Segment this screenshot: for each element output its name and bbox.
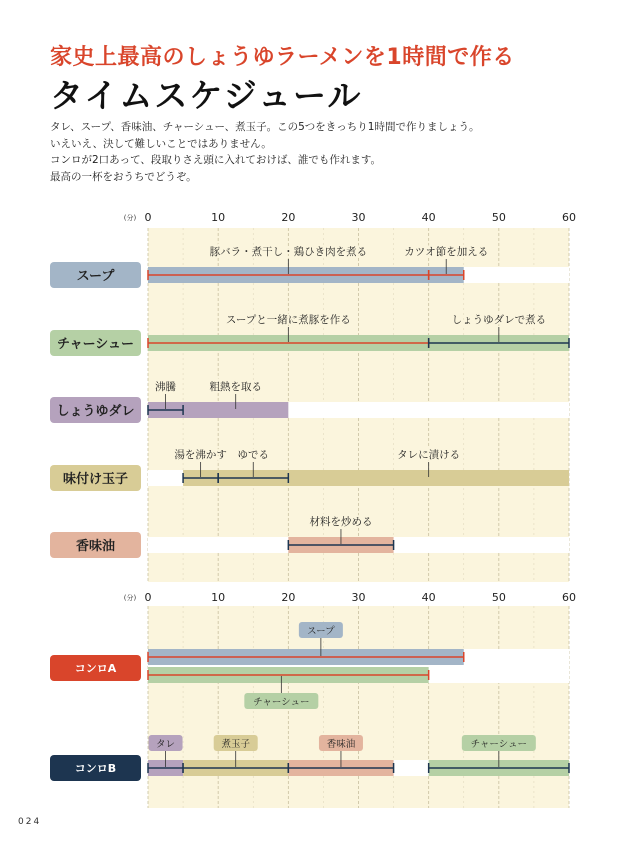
row-label: コンロB (74, 762, 117, 775)
x-tick-label: 50 (491, 211, 506, 224)
x-tick-label: 60 (562, 591, 576, 604)
tag-label: チャーシュー (470, 739, 528, 750)
x-tick-label: 60 (562, 211, 576, 224)
tag-label: チャーシュー (253, 697, 310, 708)
x-tick-label: 30 (351, 591, 366, 604)
row-label: しょうゆダレ (56, 404, 135, 419)
row-label: チャーシュー (56, 337, 135, 352)
page-number: 024 (18, 817, 42, 827)
intro-line: いえいえ、決して難しいことではありません。 (50, 137, 272, 150)
x-tick-label: 0 (144, 591, 152, 604)
step-label: 沸騰 (155, 381, 177, 393)
step-label: 湯を沸かす (174, 449, 227, 461)
tag-label: スープ (307, 626, 335, 637)
row-label: コンロA (74, 662, 117, 675)
x-tick-label: 20 (281, 211, 296, 224)
row-label: スープ (76, 269, 115, 284)
x-tick-label: 20 (281, 591, 296, 604)
tag-label: 香味油 (326, 739, 356, 750)
row-label: 味付け玉子 (62, 472, 129, 487)
row-label: 香味油 (75, 539, 116, 554)
x-tick-label: 0 (144, 211, 152, 224)
x-tick-label: 10 (211, 591, 226, 604)
tag-label: タレ (156, 739, 176, 750)
intro-line: タレ、スープ、香味油、チャーシュー、煮玉子。この5つをきっちり1時間で作りましょう。 (50, 121, 480, 133)
page-subtitle: 家史上最高のしょうゆラーメンを1時間で作る (50, 45, 515, 70)
step-label: タレに漬ける (397, 449, 461, 461)
x-tick-label: 40 (421, 591, 436, 604)
page-title: タイムスケジュール (50, 76, 363, 115)
step-label: カツオ節を加える (404, 246, 489, 258)
step-label: 粗熱を取る (209, 381, 262, 393)
intro-line: 最高の一杯をおうちでどうぞ。 (50, 170, 197, 183)
x-tick-label: 10 (211, 211, 226, 224)
step-label: しょうゆダレで煮る (451, 314, 547, 326)
step-label: 豚バラ・煮干し・鶏ひき肉を煮る (209, 246, 368, 258)
axis-unit-label: (分) (123, 594, 137, 602)
x-tick-label: 40 (421, 211, 436, 224)
step-label: 材料を炒める (309, 516, 373, 528)
intro-line: コンロが2口あって、段取りさえ頭に入れておけば、誰でも作れます。 (50, 154, 382, 166)
step-label: ゆでる (237, 449, 269, 461)
x-tick-label: 30 (351, 211, 366, 224)
step-label: スープと一緒に煮豚を作る (225, 314, 351, 326)
tag-label: 煮玉子 (221, 739, 250, 750)
x-tick-label: 50 (491, 591, 506, 604)
axis-unit-label: (分) (123, 214, 137, 222)
